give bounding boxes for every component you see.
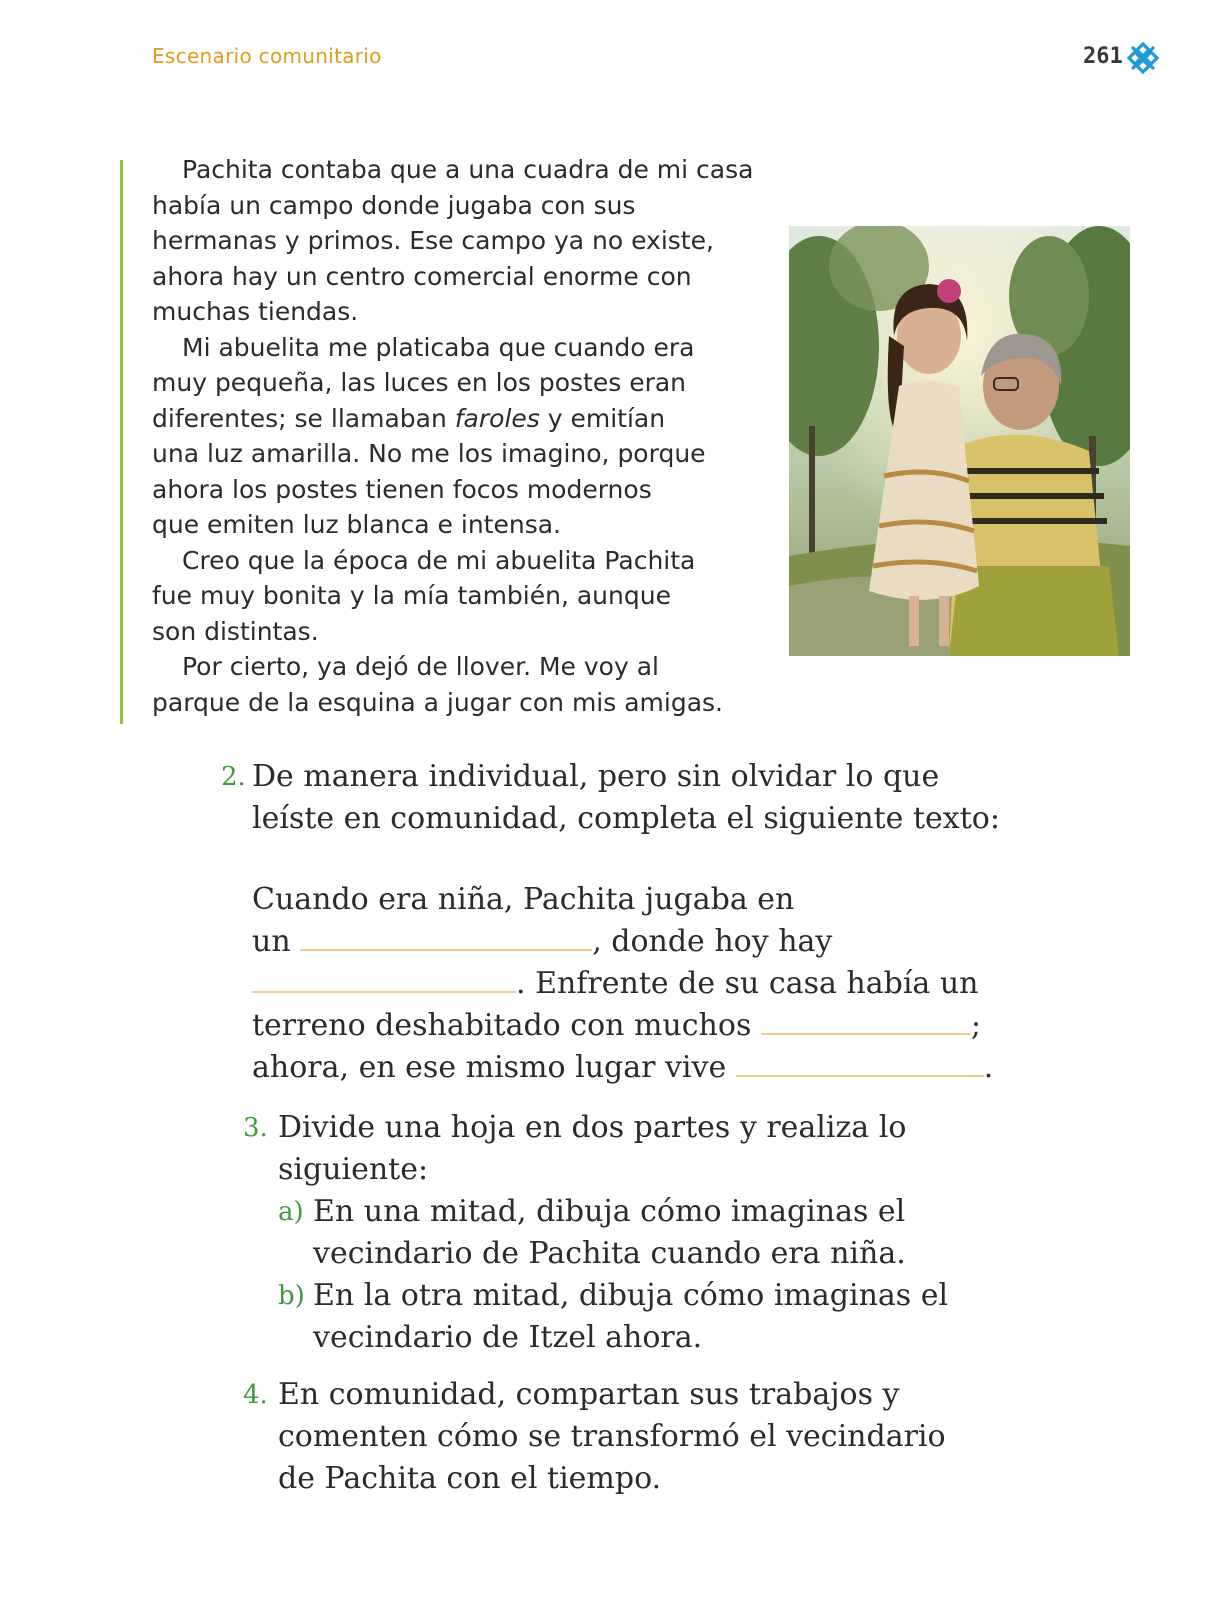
fill-line: Cuando era niña, Pachita jugaba en (252, 882, 795, 917)
instruction-line: Divide una hoja en dos partes y realiza lo (278, 1110, 907, 1145)
blank-3[interactable] (761, 1005, 971, 1035)
subitem-line: En la otra mitad, dibuja cómo imaginas el (313, 1278, 949, 1313)
story-text (152, 152, 792, 720)
fill-line (252, 1047, 993, 1089)
story-line: Mi abuelita me platicaba que cuando era (182, 332, 695, 362)
subitem-b (278, 1275, 948, 1359)
blank-2[interactable] (252, 963, 516, 993)
story-line: Creo que la época de mi abuelita Pachita (182, 545, 696, 575)
fill-in-text (252, 879, 993, 1089)
activity-4 (243, 1374, 946, 1500)
subitem-a (278, 1191, 948, 1275)
instruction-line: En comunidad, compartan sus trabajos y (278, 1377, 900, 1412)
fill-line (252, 1005, 993, 1047)
blank-1[interactable] (300, 921, 592, 951)
activity-3 (243, 1107, 949, 1359)
section-title: Escenario comunitario (152, 44, 382, 68)
subitem-line: vecindario de Pachita cuando era niña. (313, 1236, 906, 1271)
story-text-run: y emitían (539, 403, 666, 433)
activity-number: 3. (243, 1113, 268, 1143)
activity-2 (221, 756, 1000, 840)
instruction-line: de Pachita con el tiempo. (278, 1461, 662, 1496)
photo-grandmother-and-girl (789, 226, 1130, 656)
ornament-icon (1126, 41, 1160, 75)
story-line: que emiten luz blanca e intensa. (152, 510, 561, 539)
fill-text: . Enfrente de su casa había un (516, 966, 979, 1001)
italic-term: faroles (454, 403, 540, 433)
story-line: son distintas. (152, 616, 319, 646)
story-line: parque de la esquina a jugar con mis amigas. (152, 687, 724, 717)
instruction-line: De manera individual, pero sin olvidar lo que (252, 759, 940, 794)
story-line: Por cierto, ya dejó de llover. Me voy al (182, 652, 659, 681)
fill-text: . (983, 1050, 994, 1085)
story-line: había un campo donde jugaba con sus (152, 190, 636, 220)
fill-text: ; (970, 1008, 981, 1043)
page-number: 261 (1083, 44, 1123, 69)
activity-number: 4. (243, 1380, 268, 1410)
story-line: ahora los postes tienen focos modernos (152, 474, 652, 504)
fill-text: , donde hoy hay (592, 924, 833, 959)
subitem-line: En una mitad, dibuja cómo imaginas el (313, 1194, 906, 1229)
story-line: Pachita contaba que a una cuadra de mi casa (182, 155, 754, 184)
story-line: una luz amarilla. No me los imagino, porque (152, 439, 706, 468)
instruction-line: comenten cómo se transformó el vecindario (278, 1419, 946, 1454)
story-text-run: diferentes; se llamaban (152, 403, 455, 433)
fill-line (252, 963, 993, 1005)
fill-text: ahora, en ese mismo lugar vive (252, 1050, 736, 1085)
subitem-letter: a) (278, 1197, 304, 1227)
fill-text: terreno deshabitado con muchos (252, 1008, 761, 1043)
story-line: fue muy bonita y la mía también, aunque (152, 581, 671, 610)
story-line: muchas tiendas. (152, 297, 359, 326)
story-line: ahora hay un centro comercial enorme con (152, 261, 692, 291)
story-line (152, 401, 792, 437)
instruction-line: siguiente: (278, 1152, 429, 1187)
story-line: muy pequeña, las luces en los postes eran (152, 368, 687, 397)
activity-number: 2. (221, 762, 246, 792)
subitem-letter: b) (278, 1281, 305, 1311)
instruction-line: leíste en comunidad, completa el siguiente texto: (252, 801, 1000, 836)
subitem-line: vecindario de Itzel ahora. (313, 1320, 703, 1355)
fill-text: un (252, 924, 301, 959)
fill-line (252, 921, 993, 963)
blank-4[interactable] (736, 1047, 984, 1077)
story-accent-bar (120, 160, 123, 724)
story-line: hermanas y primos. Ese campo ya no existe, (152, 226, 714, 255)
